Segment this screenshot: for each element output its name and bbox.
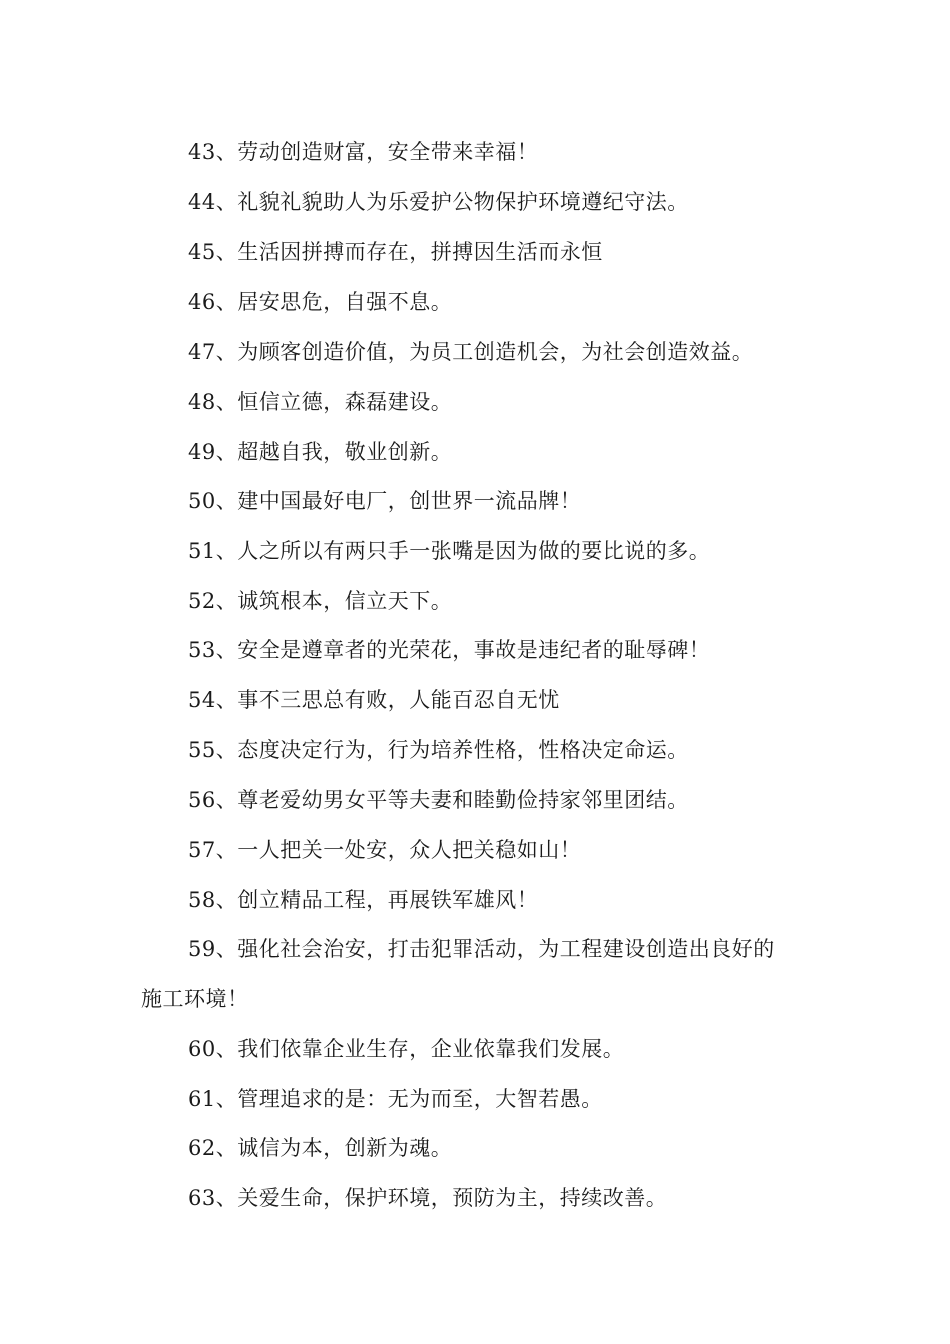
slogan-line: 60、我们依靠企业生存，企业依靠我们发展。 xyxy=(188,1037,625,1061)
slogan-line: 49、超越自我，敬业创新。 xyxy=(188,440,453,464)
slogan-line: 47、为顾客创造价值，为员工创造机会，为社会创造效益。 xyxy=(188,340,754,364)
slogan-line: 62、诚信为本，创新为魂。 xyxy=(188,1136,453,1160)
slogan-line: 56、尊老爱幼男女平等夫妻和睦勤俭持家邻里团结。 xyxy=(188,788,689,812)
slogan-line: 52、诚筑根本，信立天下。 xyxy=(188,589,453,613)
slogan-line: 53、安全是遵章者的光荣花，事故是违纪者的耻辱碑！ xyxy=(188,638,711,662)
slogan-line: 51、人之所以有两只手一张嘴是因为做的要比说的多。 xyxy=(188,539,711,563)
slogan-line: 61、管理追求的是：无为而至，大智若愚。 xyxy=(188,1087,603,1111)
slogan-line: 44、礼貌礼貌助人为乐爱护公物保护环境遵纪守法。 xyxy=(188,190,689,214)
slogan-line: 46、居安思危，自强不息。 xyxy=(188,290,453,314)
slogan-line: 50、建中国最好电厂，创世界一流品牌！ xyxy=(188,489,582,513)
slogan-line: 54、事不三思总有败，人能百忍自无忧 xyxy=(188,688,560,712)
slogan-line: 45、生活因拼搏而存在，拼搏因生活而永恒 xyxy=(188,240,603,264)
slogan-line: 55、态度决定行为，行为培养性格，性格决定命运。 xyxy=(188,738,689,762)
slogan-line: 58、创立精品工程，再展铁军雄风！ xyxy=(188,888,539,912)
slogan-line: 43、劳动创造财富，安全带来幸福！ xyxy=(188,140,539,164)
slogan-line: 59、强化社会治安，打击犯罪活动，为工程建设创造出良好的 xyxy=(188,937,775,961)
slogan-line: 63、关爱生命，保护环境，预防为主，持续改善。 xyxy=(188,1186,668,1210)
slogan-line: 48、恒信立德，森磊建设。 xyxy=(188,390,453,414)
slogan-line: 57、一人把关一处安，众人把关稳如山！ xyxy=(188,838,582,862)
slogan-line-continuation: 施工环境！ xyxy=(141,987,249,1011)
